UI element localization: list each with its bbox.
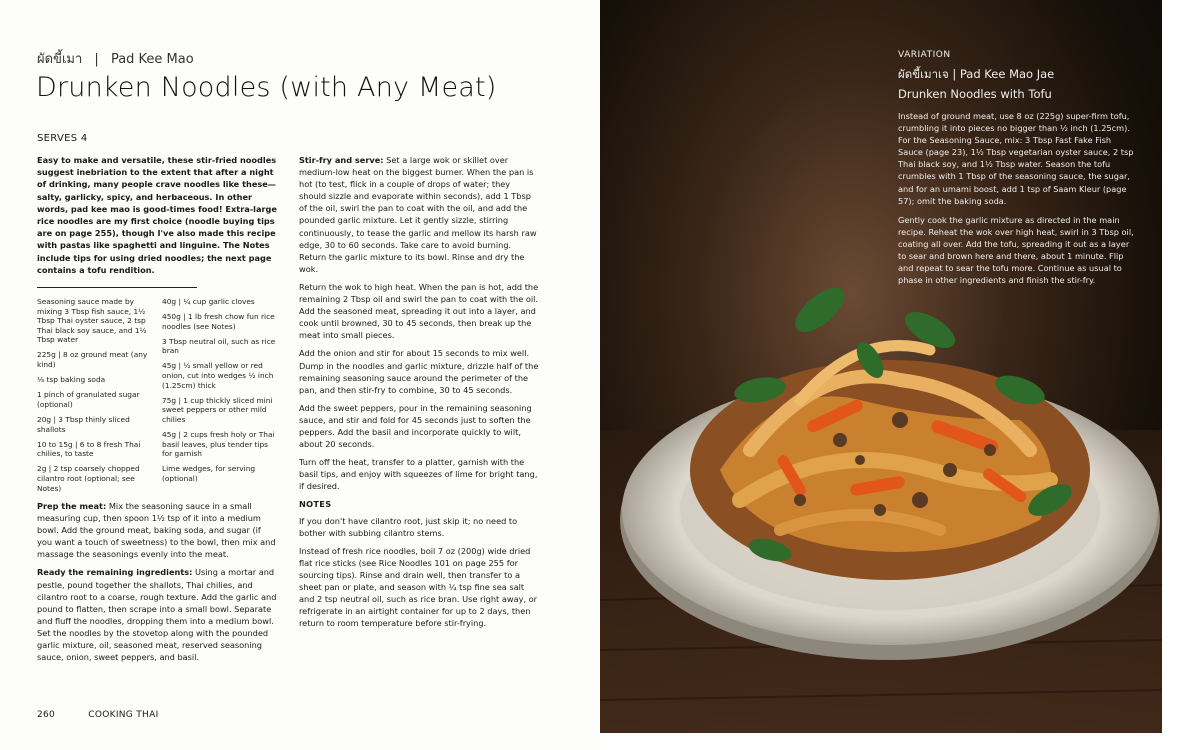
notes-heading: NOTES xyxy=(299,499,332,510)
serves-label: SERVES 4 xyxy=(37,133,88,144)
step-text: Mix the seasoning sauce in a small measuring cup, then spoon 1½ tsp of it into a medium bowl. Add the ground meat, baking soda, and sugar (if you want a touch of sweetness) to the bowl, then mix and massage the seasonings evenly into the meat. xyxy=(37,501,276,560)
page-margin-bottom xyxy=(600,733,1200,750)
book-title: COOKING THAI xyxy=(88,710,159,720)
variation-paragraph: Gently cook the garlic mixture as directed in the main recipe. Reheat the wok over high heat, swirl in 3 Tbsp oil, coating all over. Add the tofu, spreading it out as a layer to sear and brown here and there, about 1 minute. Flip and repeat to sear the tofu more. Continue as usual to phase in other ingredients and finish the stir-fry. xyxy=(898,214,1134,286)
ingredient-item: 1 pinch of granulated sugar (optional) xyxy=(37,390,140,409)
recipe-title: Drunken Noodles (with Any Meat) xyxy=(36,72,497,103)
page-footer xyxy=(37,710,159,720)
page-number: 260 xyxy=(37,710,56,720)
step-paragraph xyxy=(299,347,539,395)
divider xyxy=(37,287,197,288)
variation-thai-title: ผัดขี้เมาเจ | Pad Kee Mao Jae xyxy=(898,67,1055,81)
romanized-name: Pad Kee Mao xyxy=(110,52,194,67)
step-paragraph xyxy=(299,456,539,492)
ingredient-item: 225g | 8 oz ground meat (any kind) xyxy=(37,350,148,370)
ingredient-item: 45g | ½ small yellow or red onion, cut into wedges ½ inch (1.25cm) thick xyxy=(162,361,274,390)
recipe-thai-header xyxy=(37,48,194,69)
ingredient-item: 2g | 2 tsp coarsely chopped cilantro root (optional; see Notes) xyxy=(37,464,140,493)
step-paragraph xyxy=(299,281,539,341)
ingredient-item: 40g | ¼ cup garlic cloves xyxy=(162,297,255,306)
food-photo xyxy=(600,0,1162,733)
ingredient-item: 10 to 15g | 6 to 8 fresh Thai chilies, to taste xyxy=(37,439,141,459)
step-lead: Stir-fry and serve: xyxy=(299,155,384,165)
ingredients-column-1 xyxy=(37,297,152,499)
step-text: Using a mortar and pestle, pound together the shallots, Thai chilies, and cilantro root to a coarse, rough texture. Add the garlic and pound to flatten, then scrape into a small bowl. Separate and fluff the noodles, dropping them into a medium bowl. Set the noodles by the stovetop along with the pounded garlic mixture, oil, seasoned meat, reserved seasoning sauce, onion, sweet peppers, and basil. xyxy=(37,567,277,663)
step-text: Return the wok to high heat. When the pan is hot, add the remaining 2 Tbsp oil and swirl the pan to coat with the oil. Add the seasoned meat, spreading it out into a layer, and cook until browned, 30 to 45 seconds, then break up the meat into small pieces. xyxy=(299,281,539,341)
header-separator: | xyxy=(94,52,99,67)
ingredient-item: Lime wedges, for serving (optional) xyxy=(162,464,256,483)
intro-paragraph: Easy to make and versatile, these stir-fried noodles suggest inebriation to the extent that after a night of drinking, many people crave noodles like these—salty, garlicky, spicy, and herbaceous. In other words, pad kee mao is good-times food! Extra-large rice noodles are my first choice (noodle buying tips are on page 255), though I've also made this recipe with pastas like spaghetti and linguine. The Notes include tips for using dried noodles; the next page contains a tofu rendition. xyxy=(37,155,277,275)
step-text: Turn off the heat, transfer to a platter, garnish with the basil tips, and enjoy with squeezes of lime for bright tang, if desired. xyxy=(299,457,538,492)
method-steps-left xyxy=(37,500,277,669)
step-lead: Prep the meat: xyxy=(37,501,107,511)
ingredients-column-2 xyxy=(162,297,277,489)
method-steps-middle xyxy=(299,154,539,635)
ingredient-item: 20g | 3 Tbsp thinly sliced shallots xyxy=(37,414,130,434)
ingredient-item: Seasoning sauce made by mixing 3 Tbsp fish sauce, 1½ Tbsp Thai oyster sauce, 2 tsp Thai black soy sauce, and 1½ Tbsp water xyxy=(37,297,147,345)
variation-title: Drunken Noodles with Tofu xyxy=(898,87,1052,101)
note-paragraph: Instead of fresh rice noodles, boil 7 oz (200g) wide dried flat rice sticks (see Rice Noodles 101 on page 255 for sourcing tips). Rinse and drain well, then transfer to a sheet pan or plate, and season with ¼ tsp fine sea salt and 2 tsp neutral oil, such as rice bran. Use right away, or refrigerate in an airtight container for up to 2 days, then return to room temperature before stir-frying. xyxy=(299,545,538,629)
ingredient-item: 450g | 1 lb fresh chow fun rice noodles (see Notes) xyxy=(162,312,275,331)
step-paragraph xyxy=(299,402,539,450)
variation-paragraph: Instead of ground meat, use 8 oz (225g) super-firm tofu, crumbling it into pieces no bigger than ½ inch (1.25cm). For the Seasoning Sauce, mix: 3 Tbsp Fast Fake Fish Sauce (page 23), 1½ Tbsp vegetarian oyster sauce, 2 tsp Thai black soy, and 1½ Tbsp water. Season the tofu crumbles with 1 Tbsp of the seasoning sauce, the sugar, and for an umami boost, add 1 tsp of Saam Kleur (page 57); omit the baking soda. xyxy=(898,111,1134,206)
page-margin xyxy=(1162,0,1200,750)
ingredient-item: 45g | 2 cups fresh holy or Thai basil leaves, plus tender tips for garnish xyxy=(162,430,275,459)
step-lead: Ready the remaining ingredients: xyxy=(37,567,193,578)
ingredient-item: 3 Tbsp neutral oil, such as rice bran xyxy=(162,336,276,356)
thai-name: ผัดขี้เมา xyxy=(37,52,83,67)
variation-sidebar xyxy=(898,50,1138,293)
step-text: Add the onion and stir for about 15 seconds to mix well. Dump in the noodles and garlic mixture, drizzle half of the remaining seasoning sauce around the perimeter of the pan, and then stir-fry to combine, 30 to 45 seconds. xyxy=(299,348,539,395)
step-text: Set a large wok or skillet over medium-low heat on the biggest burner. When the pan is hot (to test, flick in a couple of drops of water; they should sizzle and evaporate within seconds), add 1 Tbsp of the oil, swirl the pan to coat with the oil, and add the pounded garlic mixture. Let it gently sizzle, stirring continuously, to tease the garlic and mellow its harsh raw edge, 30 to 60 seconds. Take care to avoid burning. Return the garlic mixture to its bowl. Rinse and dry the wok. xyxy=(299,155,537,274)
step-text: Add the sweet peppers, pour in the remaining seasoning sauce, and stir and fold for 45 seconds just to soften the peppers. Add the basil and incorporate quickly to wilt, about 20 seconds. xyxy=(299,402,532,450)
ingredient-item: 75g | 1 cup thickly sliced mini sweet peppers or other mild chilies xyxy=(162,395,273,424)
step-paragraph xyxy=(299,154,539,275)
note-paragraph: If you don't have cilantro root, just skip it; no need to bother with subbing cilantro stems. xyxy=(299,515,518,538)
ingredient-item: ⅛ tsp baking soda xyxy=(37,375,106,385)
step-paragraph xyxy=(37,566,277,663)
step-paragraph xyxy=(37,500,277,560)
variation-label: VARIATION xyxy=(898,50,951,60)
